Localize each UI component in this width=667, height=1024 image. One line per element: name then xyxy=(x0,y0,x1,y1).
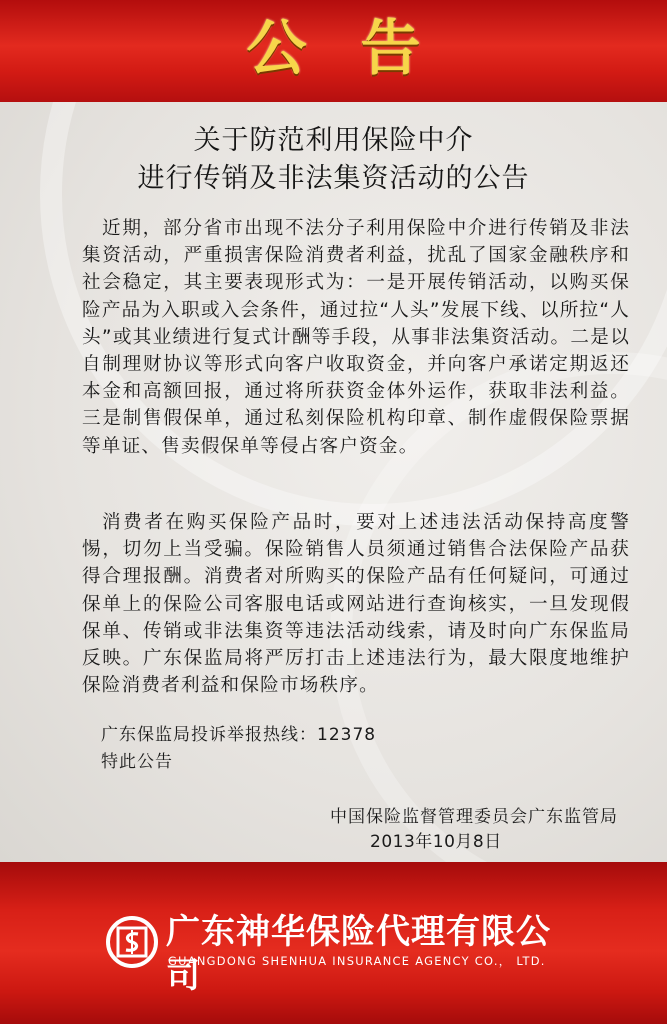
shenhua-logo-icon xyxy=(105,915,159,969)
header-banner xyxy=(0,0,667,102)
issue-date: 2013年10月8日 xyxy=(370,832,502,852)
document-title xyxy=(0,122,667,198)
company-name-en: GUANGDONG SHENHUA INSURANCE AGENCY CO.， LTD. xyxy=(168,954,546,968)
document-title-line2: 进行传销及非法集资活动的公告 xyxy=(137,163,530,194)
notice-heading: 公告 xyxy=(246,14,475,84)
document-title-line1: 关于防范利用保险中介 xyxy=(193,125,474,156)
issuer-signature: 中国保险监督管理委员会广东监管局 xyxy=(330,807,618,827)
closing-text: 特此公告 xyxy=(101,752,173,772)
paragraph-1: 近期，部分省市出现不法分子利用保险中介进行传销及非法集资活动，严重损害保险消费者利益，扰乱了国家金融秩序和社会稳定，其主要表现形式为：一是开展传销活动，以购买保险产品为入职或入会条件，通过拉“人头”发展下线、以所拉“人头”或其业绩进行复式计酬等手段，从事非法集资活动。二是以自制理财协议等形式向客户收取资金，并向客户承诺定期返还本金和高额回报，通过将所获资金体外运作，获取非法利益。三是制售假保单，通过私刻保险机构印章、制作虚假保险票据等单证、售卖假保单等侵占客户资金。 xyxy=(82,218,630,457)
company-name-cn: 广东神华保险代理有限公司 xyxy=(166,912,551,996)
hotline-text: 广东保监局投诉举报热线：12378 xyxy=(101,725,377,745)
paragraph-2: 消费者在购买保险产品时，要对上述违法活动保持高度警惕，切勿上当受骗。保险销售人员须通过销售合法保险产品获得合理报酬。消费者对所购买的保险产品有任何疑问，可通过保单上的保险公司客服电话或网站进行查询核实，一旦发现假保单、传销或非法集资等违法活动线索，请及时向广东保监局反映。广东保监局将严厉打击上述违法行为，最大限度地维护保险消费者利益和保险市场秩序。 xyxy=(82,512,630,697)
